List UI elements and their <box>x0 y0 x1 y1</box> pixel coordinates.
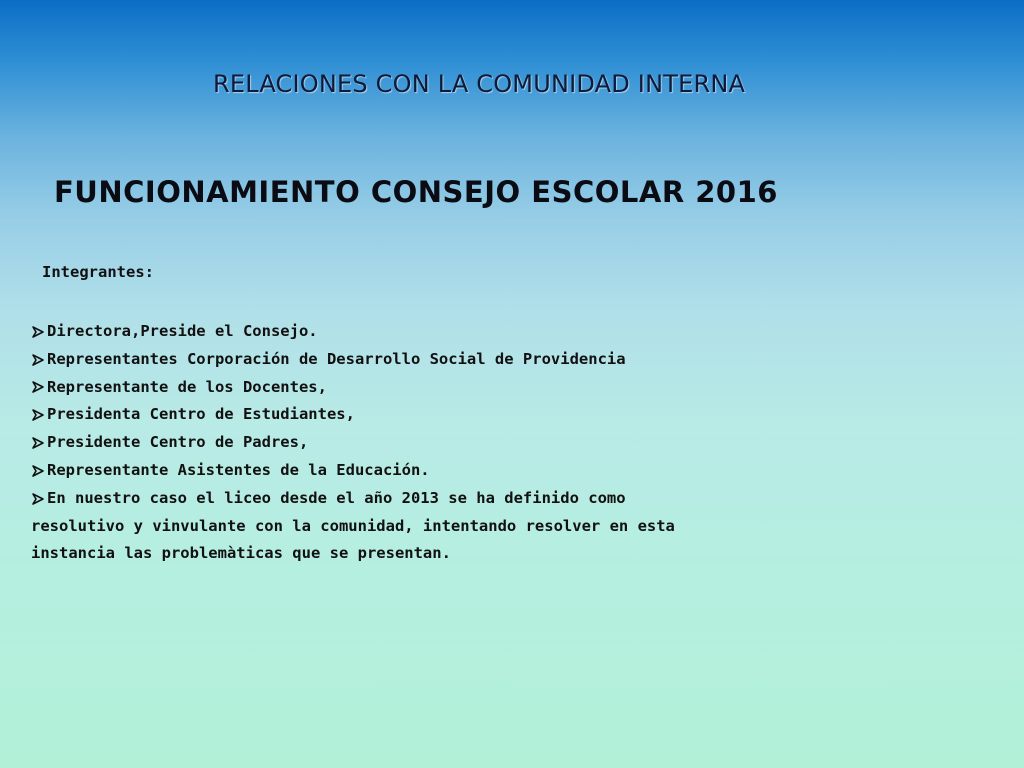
members-subheading: Integrantes: <box>42 263 154 281</box>
list-item-text: En nuestro caso el liceo desde el año 2013 se ha definido como <box>47 488 626 507</box>
arrow-bullet-icon <box>31 492 45 506</box>
list-item-text: Directora,Preside el Consejo. <box>47 322 318 340</box>
arrow-bullet-icon <box>31 408 45 422</box>
list-item-text: Presidente Centro de Padres, <box>47 433 309 452</box>
arrow-bullet-icon <box>31 436 45 450</box>
list-item <box>31 457 731 485</box>
list-item-text: Representante de los Docentes, <box>47 377 327 396</box>
slide-title: FUNCIONAMIENTO CONSEJO ESCOLAR 2016 <box>54 175 778 209</box>
list-item-text: Representante Asistentes de la Educación. <box>47 460 430 479</box>
list-item-text: Presidenta Centro de Estudiantes, <box>47 405 355 424</box>
list-item <box>31 401 731 429</box>
list-item <box>31 346 731 374</box>
list-item <box>31 318 731 346</box>
list-item <box>31 374 731 402</box>
list-item <box>31 429 731 457</box>
paragraph-continuation-line: resolutivo y vinvulante con la comunidad, intentando resolver en esta <box>31 516 675 535</box>
members-list <box>31 318 731 513</box>
arrow-bullet-icon <box>31 353 45 367</box>
slide-header: RELACIONES CON LA COMUNIDAD INTERNA <box>213 70 746 98</box>
list-item <box>31 485 731 513</box>
paragraph-continuation-line: instancia las problemàticas que se presentan. <box>31 544 451 563</box>
list-item-text: Representantes Corporación de Desarrollo Social de Providencia <box>47 349 626 368</box>
arrow-bullet-icon <box>31 464 45 478</box>
arrow-bullet-icon <box>31 325 45 339</box>
arrow-bullet-icon <box>31 380 45 394</box>
